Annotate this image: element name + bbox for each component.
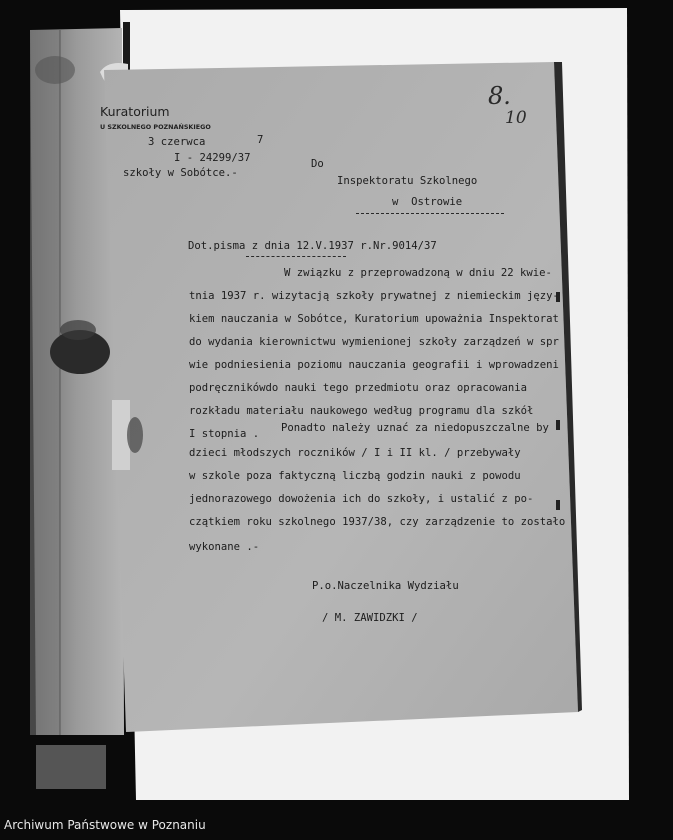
body-line: tnia 1937 r. wizytacją szkoły prywatnej z niemieckim języ- [189, 290, 559, 302]
body-line: wykonane .- [189, 541, 260, 553]
recipient-office: Inspektoratu Szkolnego [337, 175, 478, 187]
body-line: czątkiem roku szkolnego 1937/38, czy zarządzenie to zostało [189, 516, 566, 528]
signature-name: / M. ZAWIDZKI / [322, 612, 418, 624]
body-line: W związku z przeprowadzoną w dniu 22 kwie- [284, 267, 552, 279]
institution-name: Kuratorium [100, 104, 170, 119]
body-line: jednorazowego dowożenia ich do szkoły, i ustalić z po- [189, 493, 534, 505]
handwritten-mark: 10 [505, 108, 527, 128]
reference-line: Dot.pisma z dnia 12.V.1937 r.Nr.9014/37 [188, 240, 437, 252]
letter-year-digit: 7 [257, 134, 264, 146]
reference-number: I - 24299/37 [174, 152, 251, 164]
body-line: Ponadto należy uznać za niedopuszczalne by [281, 422, 549, 434]
letter-subject: szkoły w Sobótce.- [123, 167, 238, 179]
body-line: do wydania kierownictwu wymienionej szkoły zarządzeń w spr [189, 336, 559, 348]
underline-divider [246, 256, 346, 257]
body-line: rozkładu materiału naukowego według programu dla szkół [189, 405, 534, 417]
body-line: kiem nauczania w Sobótce, Kuratorium upoważnia Inspektorat [189, 313, 559, 325]
underline-divider [356, 213, 504, 214]
body-line: dzieci młodszych roczników / I i II kl. / przebywały [189, 447, 521, 459]
body-line: wie podniesienia poziomu nauczania geografii i wprowadzeni [189, 359, 559, 371]
archive-caption: Archiwum Państwowe w Poznaniu [4, 818, 206, 832]
body-line: w szkole poza faktyczną liczbą godzin nauki z powodu [189, 470, 521, 482]
institution-subtitle: U SZKOLNEGO POZNAŃSKIEGO [100, 123, 211, 131]
handwritten-mark: 8. [488, 82, 511, 110]
letter-date: 3 czerwca [148, 136, 206, 148]
recipient-city: w Ostrowie [392, 196, 463, 208]
signature-title: P.o.Naczelnika Wydziału [312, 580, 459, 592]
body-line: I stopnia . [189, 428, 260, 440]
recipient-to: Do [311, 158, 324, 170]
body-line: podręcznikówdo nauki tego przedmiotu oraz opracowania [189, 382, 528, 394]
